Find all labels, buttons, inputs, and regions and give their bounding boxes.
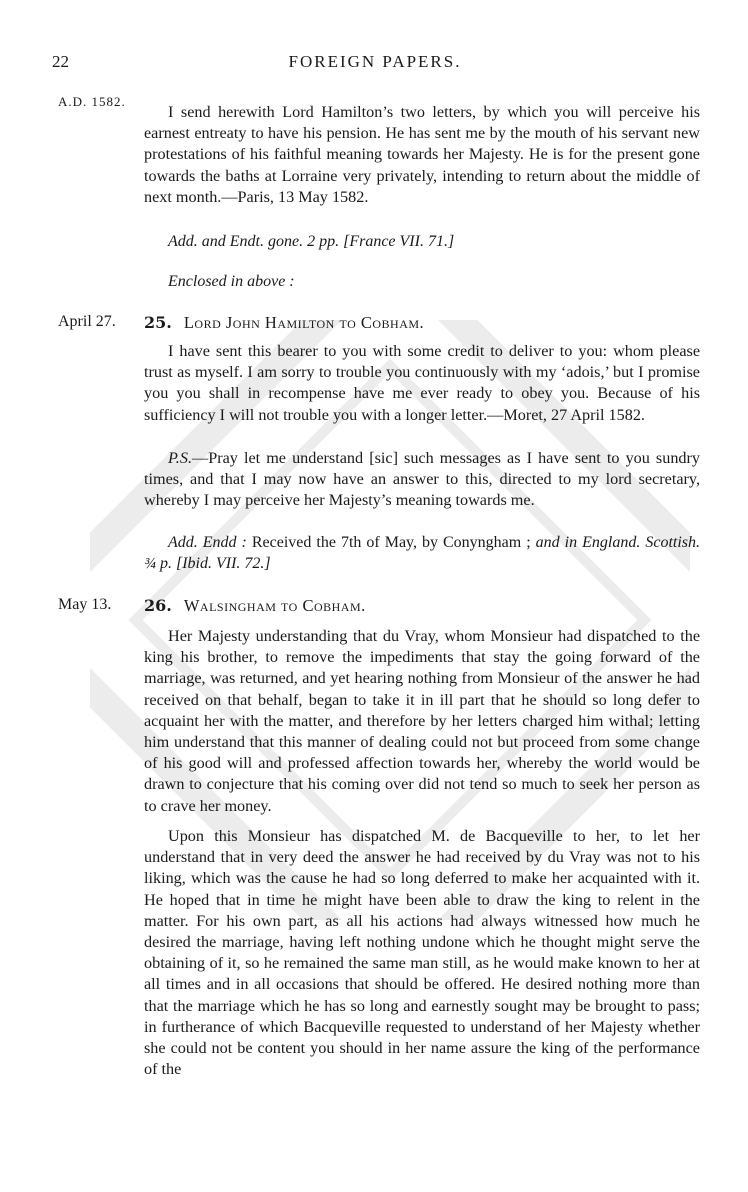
margin-year: A.D. 1582. (58, 94, 126, 109)
entry-25-number: 25. (144, 313, 172, 332)
entry-26-title: Walsingham to Cobham. (183, 596, 366, 615)
entry-25-body: I have sent this bearer to you with some credit to deliver to you: whom please trust as myself. I am sorry to trouble you continuously with my ‘adois,’ but I promise you you shall in recompense have me ever ready to obey you. Because of his sufficiency I will not trouble you with a longer letter.—Moret, 27 April 1582. (144, 342, 700, 424)
entry-25-endorsement-block (144, 532, 700, 574)
entry-26-para1-block (144, 626, 700, 817)
enclosed-note: Enclosed in above : (168, 273, 295, 290)
running-head: FOREIGN PAPERS. (288, 52, 462, 71)
intro-paragraph-block (144, 102, 700, 208)
entry-26-para2: Upon this Monsieur has dispatched M. de Bacqueville to her, to let her understand that in very deed the answer he had received by du Vray was not to his liking, which was the cause he had so long deferred to make her acquainted with it. He hoped that in time he might have been able to draw the king to relent in the matter. For his own part, as all his actions had always witnessed how much he desired the marriage, having left nothing undone which he thought might serve the obtaining of it, so he remained the same man still, as he would make known to her at all times and in all occasions that should be offered. He desired nothing more than that the marriage which he has so long and earnestly sought may be brought to pass; in furtherance of which Bacqueville requested to understand of her Majesty whether she could not be content you should in her name assure the king of the performance of the (144, 827, 700, 1079)
entry-26-para1: Her Majesty understanding that du Vray, whom Monsieur had dispatched to the king his brother, to remove the impediments that stay the going forward of the marriage, was returned, and yet hearing nothing from Monsieur of the answer he had received on that behalf, began to take it in ill part that he should so long defer to acquaint her with the matter, and therefore by her letters charged him withal; letting him understand that this manner of dealing could not but proceed from some change of his good will and professed affection towards her, whereby the world would be drawn to conjecture that his coming over did not tend so much to seek her person as to crave her money. (144, 627, 700, 815)
entry-26-para2-block (144, 826, 700, 1080)
page-number: 22 (52, 52, 69, 71)
entry-25-ps (144, 448, 700, 512)
entry-26-number: 26. (144, 596, 172, 615)
entry-25-endorsement-part2: Received the 7th of May, by Conyngham ; (246, 534, 531, 551)
entry-25-heading (144, 313, 424, 333)
entry-25-endorsement-part1: Add. Endd : (168, 534, 247, 551)
entry-26-heading (144, 596, 366, 616)
margin-date-entry-26: May 13. (58, 596, 112, 613)
entry-25-endorsement-part3: and in England. Scottish. ¾ p. [Ibid. VII. 72.] (144, 534, 700, 572)
intro-paragraph: I send herewith Lord Hamilton’s two letters, by which you will perceive his earnest entreaty to have his pension. He has sent me by the mouth of his servant new protestations of his faithful meaning towards her Majesty. He is for the present gone towards the baths at Lorraine very privately, intending to return about the middle of next month.—Paris, 13 May 1582. (144, 103, 700, 206)
margin-date-entry-25: April 27. (58, 313, 116, 330)
entry-25-body-block (144, 341, 700, 426)
entry-25-endorsement (144, 532, 700, 574)
entry-25-ps-text: —Pray let me understand [sic] such messages as I have sent to you sundry times, and that I may now have an answer to this, directed to my lord secretary, whereby I may perceive her Majesty’s meaning towards me. (144, 449, 700, 510)
entry-25-ps-block (144, 448, 700, 512)
page-header (52, 52, 698, 76)
entry-25-title: Lord John Hamilton to Cobham. (183, 313, 425, 332)
entry-25-ps-label: P.S. (168, 449, 192, 467)
intro-endorsement: Add. and Endt. gone. 2 pp. [France VII. 71.] (168, 233, 455, 250)
